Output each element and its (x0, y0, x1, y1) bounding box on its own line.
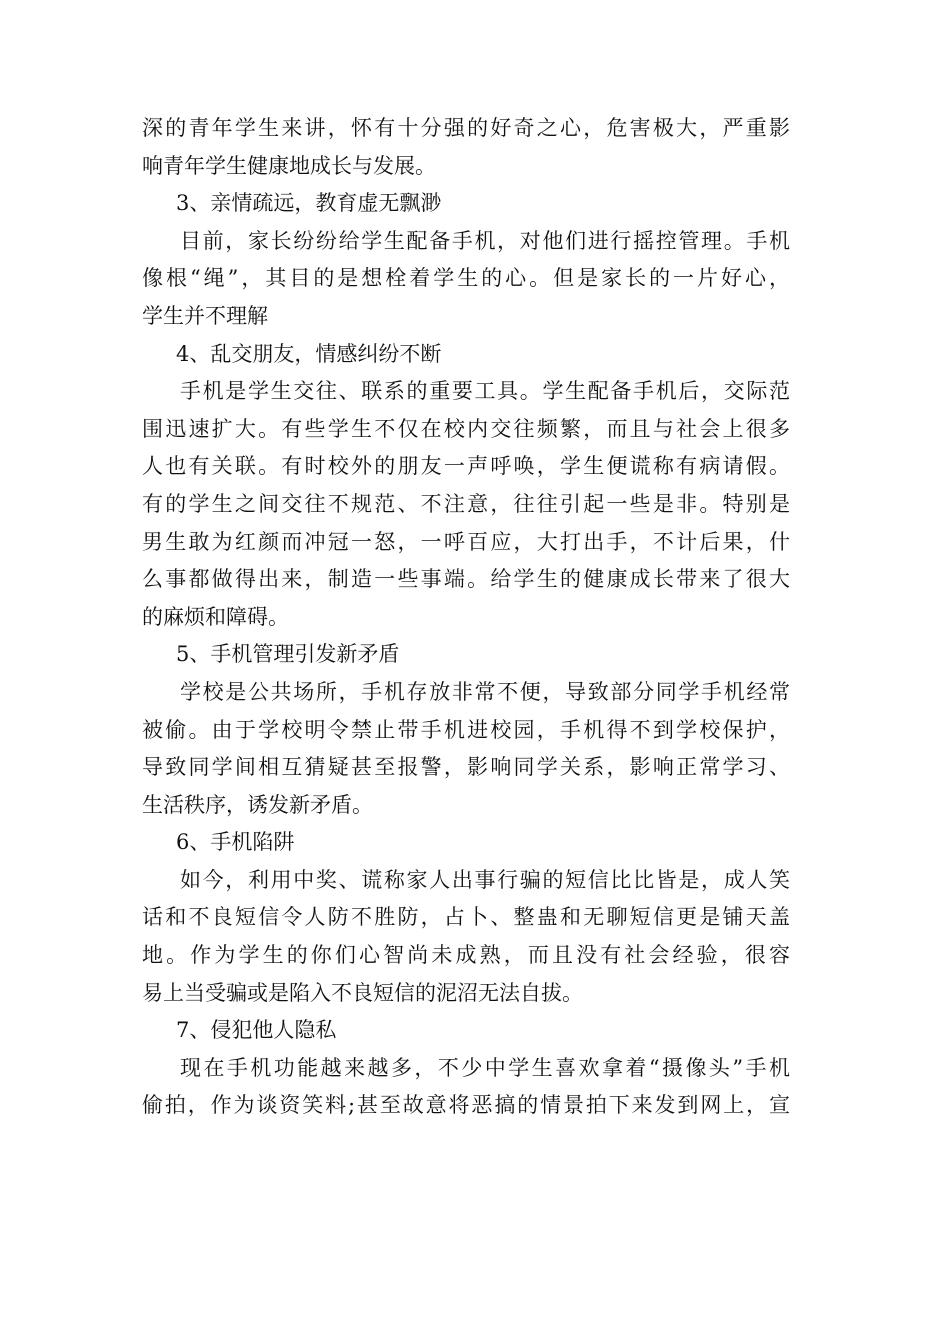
paragraph-line: 像根“绳”，其目的是想栓着学生的心。但是家长的一片好心， (142, 266, 790, 291)
paragraph-line: 有的学生之间交往不规范、不注意，往往引起一些是非。特别是 (142, 491, 790, 516)
paragraph-line: 学生并不理解 (142, 303, 268, 328)
paragraph-line: 导致同学间相互猜疑甚至报警，影响同学关系，影响正常学习、 (142, 755, 790, 780)
paragraph-line: 现在手机功能越来越多，不少中学生喜欢拿着“摄像头”手机 (180, 1055, 790, 1080)
paragraph-line: 男生敢为红颜而冲冠一怒，一呼百应，大打出手，不计后果，什 (142, 529, 790, 554)
section-heading: 7、侵犯他人隐私 (176, 1018, 337, 1043)
paragraph-line: 手机是学生交往、联系的重要工具。学生配备手机后，交际范 (180, 379, 790, 404)
paragraph-line: 围迅速扩大。有些学生不仅在校内交往频繁，而且与社会上很多 (142, 416, 790, 441)
paragraph-line: 的麻烦和障碍。 (142, 604, 289, 629)
paragraph-line: 易上当受骗或是陷入不良短信的泥沼无法自拔。 (142, 980, 583, 1005)
paragraph-line: 生活秩序，诱发新矛盾。 (142, 792, 373, 817)
paragraph-line: 人也有关联。有时校外的朋友一声呼唤，学生便谎称有病请假。 (142, 454, 790, 479)
paragraph-line: 响青年学生健康地成长与发展。 (142, 153, 436, 178)
paragraph-line: 么事都做得出来，制造一些事端。给学生的健康成长带来了很大 (142, 567, 790, 592)
paragraph-line: 话和不良短信令人防不胜防，占卜、整蛊和无聊短信更是铺天盖 (142, 905, 790, 930)
paragraph-line: 地。作为学生的你们心智尚未成熟，而且没有社会经验，很容 (142, 943, 790, 968)
paragraph-line: 如今，利用中奖、谎称家人出事行骗的短信比比皆是，成人笑 (180, 867, 790, 892)
section-heading: 4、乱交朋友，情感纠纷不断 (176, 341, 442, 366)
section-heading: 3、亲情疏远，教育虚无飘渺 (176, 191, 442, 216)
paragraph-line: 目前，家长纷纷给学生配备手机，对他们进行摇控管理。手机 (180, 228, 790, 253)
section-heading: 5、手机管理引发新矛盾 (176, 642, 400, 667)
section-heading: 6、手机陷阱 (176, 830, 295, 855)
paragraph-line: 被偷。由于学校明令禁止带手机进校园，手机得不到学校保护， (142, 717, 790, 742)
paragraph-line: 偷拍，作为谈资笑料;甚至故意将恶搞的情景拍下来发到网上，宣 (142, 1093, 790, 1118)
paragraph-line: 深的青年学生来讲，怀有十分强的好奇之心，危害极大，严重影 (142, 116, 790, 140)
paragraph-line: 学校是公共场所，手机存放非常不便，导致部分同学手机经常 (180, 679, 790, 704)
document-page (142, 110, 790, 1125)
